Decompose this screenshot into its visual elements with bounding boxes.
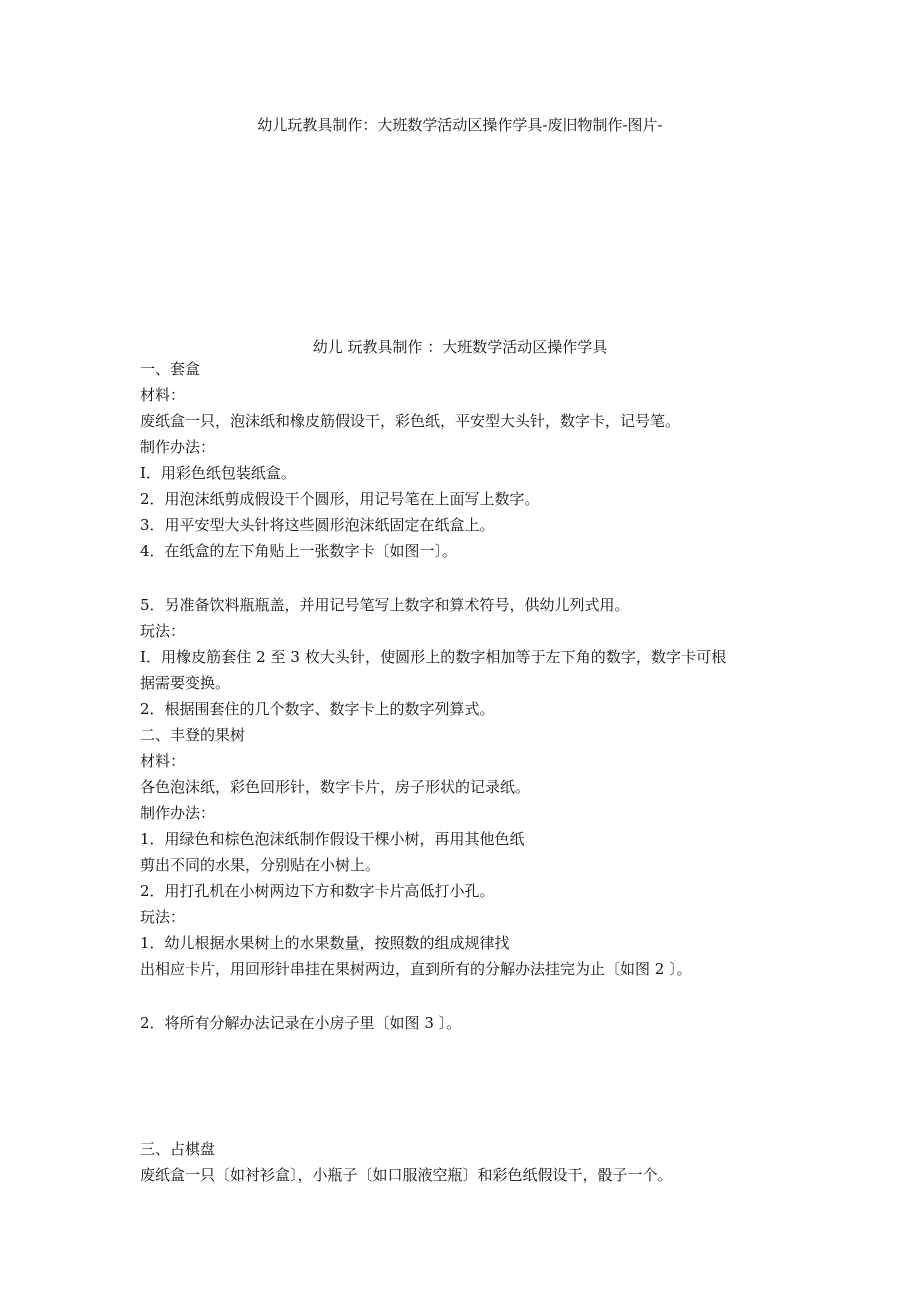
method-step-5: 5．另准备饮料瓶瓶盖，并用记号笔写上数字和算术符号，供幼儿列式用。 — [140, 596, 630, 614]
play2-step-1-continued: 出相应卡片，用回形针串挂在果树两边，直到所有的分解办法挂完为止〔如图 2 〕。 — [140, 960, 692, 978]
play-step-2: 2．根据围套住的几个数字、数字卡上的数字列算式。 — [140, 700, 495, 718]
article-title: 幼儿 玩教具制作 ：大班数学活动区操作学具 — [312, 338, 608, 356]
method-step-4: 4．在纸盒的左下角贴上一张数字卡〔如图一〕。 — [140, 542, 458, 560]
play2-step-1: 1．幼儿根据水果树上的水果数量，按照数的组成规律找 — [140, 934, 510, 952]
label-materials-2: 材料： — [140, 752, 186, 770]
method2-step-1: 1．用绿色和棕色泡沫纸制作假设干棵小树，再用其他色纸 — [140, 830, 525, 848]
materials-text-1: 废纸盒一只，泡沫纸和橡皮筋假设干，彩色纸，平安型大头针，数字卡，记号笔。 — [140, 412, 681, 430]
method2-step-1-continued: 剪出不同的水果，分别贴在小树上。 — [140, 856, 381, 874]
play-step-1: I．用橡皮筋套住 2 至 3 枚大头针，使圆形上的数字相加等于左下角的数字，数字卡可根 — [140, 648, 727, 666]
section-heading-2: 二、丰登的果树 — [140, 726, 246, 744]
label-play-1: 玩法： — [140, 622, 186, 640]
method-step-2: 2．用泡沫纸剪成假设干个圆形，用记号笔在上面写上数字。 — [140, 490, 540, 508]
label-method-2: 制作办法： — [140, 804, 216, 822]
section-heading-1: 一、套盒 — [140, 360, 201, 378]
method2-step-2: 2．用打孔机在小树两边下方和数字卡片高低打小孔。 — [140, 882, 495, 900]
materials-text-3: 废纸盒一只〔如衬衫盒〕，小瓶子〔如口服液空瓶〕和彩色纸假设干，骰子一个。 — [140, 1166, 673, 1184]
play2-step-2: 2．将所有分解办法记录在小房子里〔如图 3 〕。 — [140, 1014, 462, 1032]
label-method-1: 制作办法： — [140, 438, 216, 456]
play-step-1-continued: 据需要变换。 — [140, 674, 231, 692]
label-play-2: 玩法： — [140, 908, 186, 926]
materials-text-2: 各色泡沫纸，彩色回形针，数字卡片，房子形状的记录纸。 — [140, 778, 531, 796]
section-heading-3: 三、占棋盘 — [140, 1140, 216, 1158]
document-header-title: 幼儿玩教具制作：大班数学活动区操作学具-废旧物制作-图片- — [257, 116, 663, 134]
label-materials-1: 材料： — [140, 386, 186, 404]
method-step-3: 3．用平安型大头针将这些圆形泡沫纸固定在纸盒上。 — [140, 516, 495, 534]
method-step-1: I．用彩色纸包装纸盒。 — [140, 464, 296, 482]
